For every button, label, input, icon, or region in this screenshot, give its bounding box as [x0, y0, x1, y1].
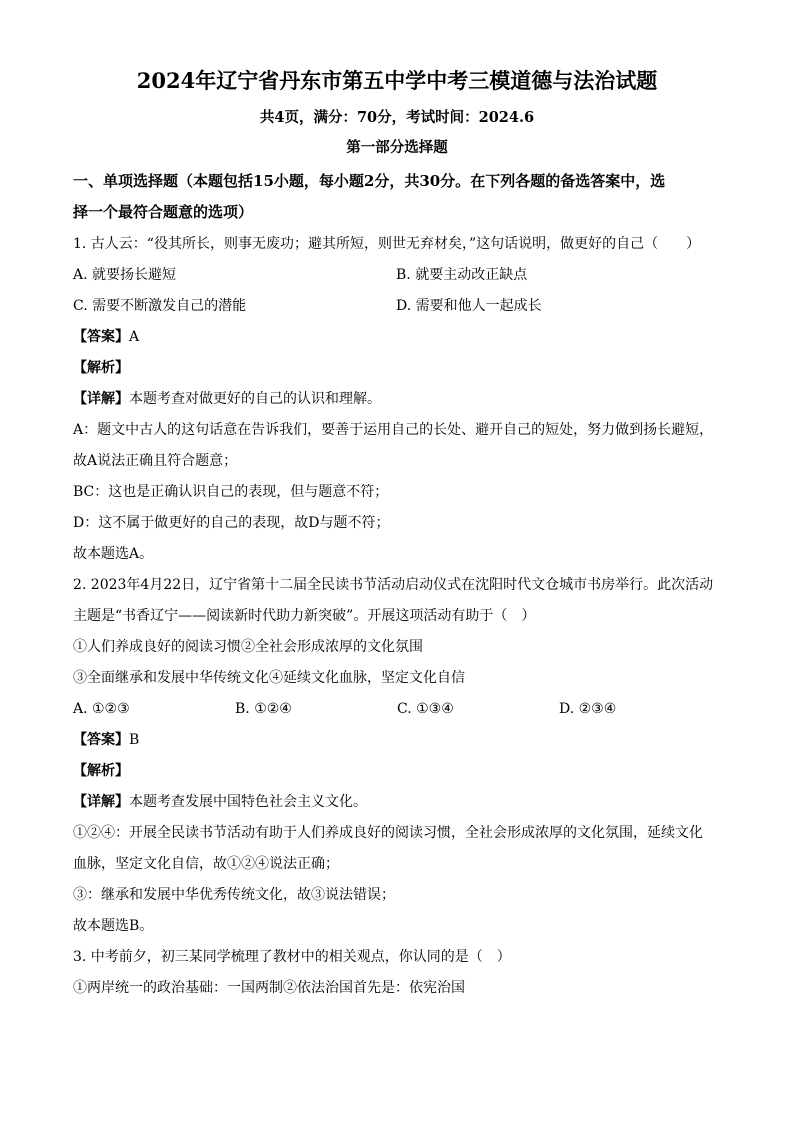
q1-exp-line-1: A：题文中古人的这句话意在告诉我们，要善于运用自己的长处、避开自己的短处，努力做到扬长避短，: [73, 422, 714, 438]
q2-exp-line-1: ①②④：开展全民读书节活动有助于人们养成良好的阅读习惯，全社会形成浓厚的文化氛围，延续文化: [73, 825, 703, 841]
q2-analysis-label: 【解析】: [73, 763, 129, 779]
q1-detail: [73, 384, 733, 415]
q1-exp-line-3: BC：这也是正确认识自己的表现，但与题意不符；: [73, 484, 389, 500]
exam-meta: 共4页，满分：70分，考试时间：2024.6: [259, 109, 535, 126]
section-heading-line-1: 一、单项选择题（本题包括15小题，每小题2分，共30分。在下列各题的备选答案中，选: [73, 172, 666, 190]
q2-option-a: A. ①②③: [73, 701, 130, 717]
q1-exp-line-2: 故A说法正确且符合题意；: [73, 453, 238, 469]
q1-answer: [73, 322, 733, 353]
q1-option-c: C. 需要不断激发自己的潜能: [73, 298, 247, 314]
q1-detail-label: 【详解】: [73, 391, 129, 407]
section-heading-line-2: 择一个最符合题意的选项）: [73, 203, 254, 221]
questions: [73, 229, 733, 1004]
q1-stem: 1. 古人云：“役其所长，则事无废功；避其所短，则世无弃材矣，”这句话说明，做更好的自己（ ）: [73, 236, 701, 252]
q1-exp-line-4: D：这不属于做更好的自己的表现，故D与题不符；: [73, 515, 390, 531]
q2-detail-label: 【详解】: [73, 794, 129, 810]
q2-items-line-2: ③全面继承和发展中华传统文化④延续文化血脉，坚定文化自信: [73, 670, 465, 686]
q2-option-d: D. ②③④: [559, 701, 617, 717]
q2-detail-text: 本题考查发展中国特色社会主义文化。: [129, 794, 367, 810]
q2-option-c: C. ①③④: [397, 701, 454, 717]
q1-detail-text: 本题考查对做更好的自己的认识和理解。: [129, 391, 381, 407]
q2-option-b: B. ①②④: [235, 701, 292, 717]
q3-stem: 3. 中考前夕，初三某同学梳理了教材中的相关观点，你认同的是（ ）: [73, 949, 511, 965]
part-heading: 第一部分选择题: [346, 139, 448, 156]
q1-answer-label: 【答案】: [73, 329, 129, 345]
exam-title: 2024年辽宁省丹东市第五中学中考三模道德与法治试题: [136, 68, 658, 93]
q1-exp-line-5: 故本题选A。: [73, 546, 154, 562]
q2-exp-line-2: 血脉，坚定文化自信，故①②④说法正确；: [73, 856, 339, 872]
q1-analysis-label: 【解析】: [73, 360, 129, 376]
q2-exp-line-4: 故本题选B。: [73, 918, 154, 934]
q2-answer-value: B: [129, 732, 140, 748]
q2-exp-line-3: ③：继承和发展中华优秀传统文化，故③说法错误；: [73, 887, 395, 903]
q2-items-line-1: ①人们养成良好的阅读习惯②全社会形成浓厚的文化氛围: [73, 639, 423, 655]
q2-stem-line-1: 2. 2023年4月22日，辽宁省第十二届全民读书节活动启动仪式在沈阳时代文仓城市书房举行。此次活动: [73, 577, 714, 593]
q1-options-row-1: [73, 260, 733, 291]
q3-items-line-1: ①两岸统一的政治基础：一国两制②依法治国首先是：依宪治国: [73, 980, 465, 996]
q1-option-d: D. 需要和他人一起成长: [396, 298, 542, 314]
q1-options-row-2: [73, 291, 733, 322]
q1-option-a: A. 就要扬长避短: [73, 267, 177, 283]
q1-answer-value: A: [129, 329, 140, 345]
section-heading: [73, 166, 733, 228]
q2-stem-line-2: 主题是“书香辽宁——阅读新时代助力新突破”。开展这项活动有助于（ ）: [73, 608, 536, 624]
q1-option-b: B. 就要主动改正缺点: [396, 267, 528, 283]
q2-answer: [73, 725, 733, 756]
q2-options-row: [73, 694, 733, 725]
q2-detail: [73, 787, 733, 818]
q2-answer-label: 【答案】: [73, 732, 129, 748]
